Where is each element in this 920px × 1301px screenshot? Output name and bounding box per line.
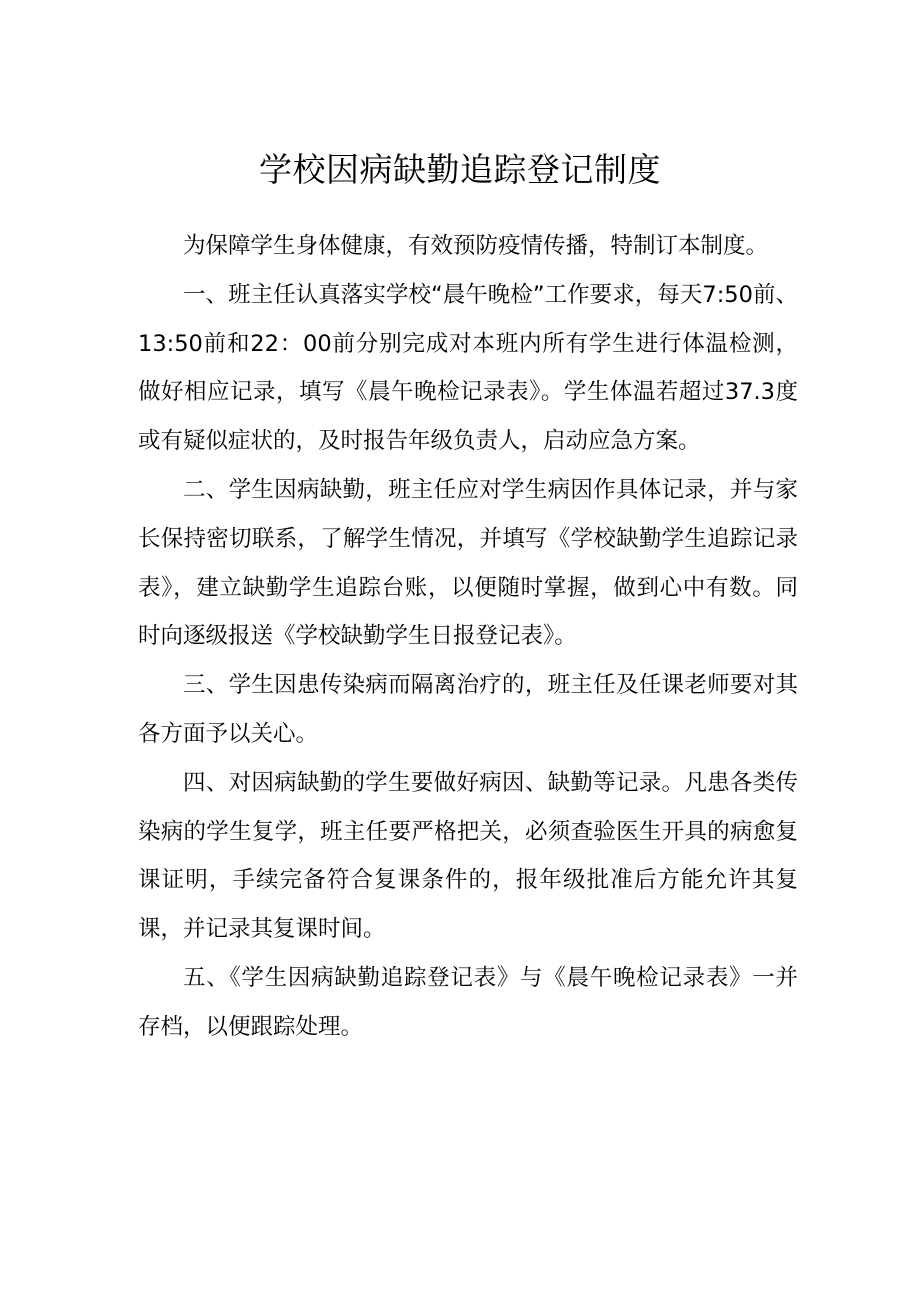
paragraph-rule-3: 三、学生因患传染病而隔离治疗的，班主任及任课老师要对其各方面予以关心。: [138, 672, 798, 747]
document-body: [138, 222, 798, 1052]
paragraph-rule-4: 四、对因病缺勤的学生要做好病因、缺勤等记录。凡患各类传染病的学生复学，班主任要严格把关，必须查验医生开具的病愈复课证明，手续完备符合复课条件的，报年级批准后方能允许其复课，并记录其复课时间。: [138, 769, 798, 943]
paragraph-rule-2: 二、学生因病缺勤，班主任应对学生病因作具体记录，并与家长保持密切联系，了解学生情况，并填写《学校缺勤学生追踪记录表》，建立缺勤学生追踪台账，以便随时掌握，做到心中有数。同时向逐级报送《学校缺勤学生日报登记表》。: [138, 476, 798, 650]
paragraph-rule-5: 五、《学生因病缺勤追踪登记表》与《晨午晚检记录表》一并存档，以便跟踪处理。: [138, 964, 798, 1040]
paragraph-rule-1: 一、班主任认真落实学校“晨午晚检”工作要求，每天7:50前、13:50前和22：00前分别完成对本班内所有学生进行体温检测，做好相应记录，填写《晨午晚检记录表》。学生体温若超过37.3度或有疑似症状的，及时报告年级负责人，启动应急方案。: [138, 281, 798, 455]
document-title: 学校因病缺勤追踪登记制度: [259, 150, 661, 189]
paragraph-intro: 为保障学生身体健康，有效预防疫情传播，特制订本制度。: [183, 233, 769, 259]
